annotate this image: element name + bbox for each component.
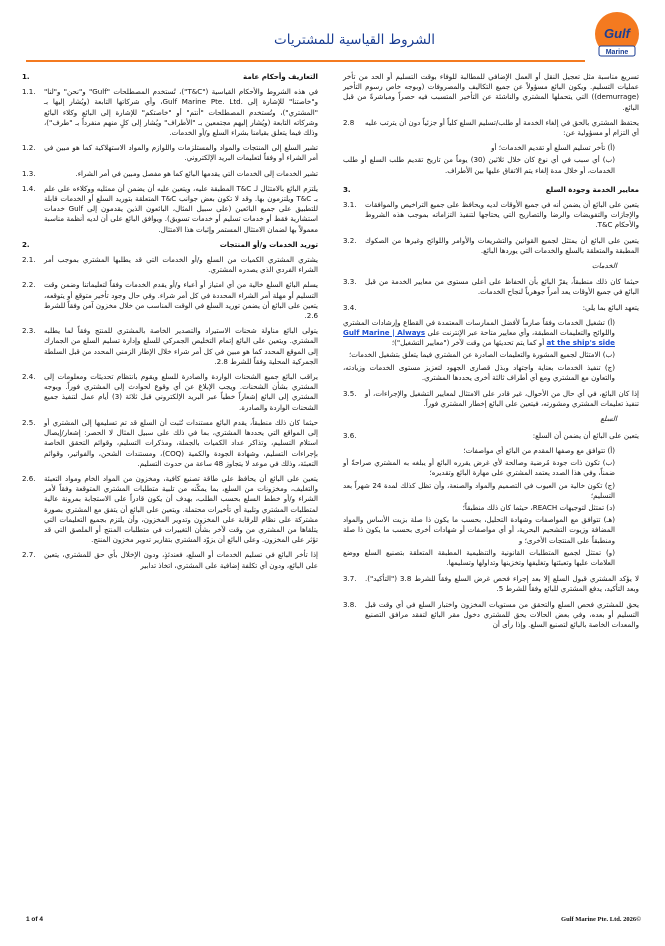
clause-3-6-e: (هـ) تتوافق مع المواصفات وشهادة التحليل، بحسب ما يكون ذا صلة بزيت الأساس والمواد المضافة وزيوت التشحيم البحرية، أو أي مواصفات أو شهادات أخرى بحسب ما يكون ذا صلة ومنطبقاً على المنتجات الأخرى؛ و	[343, 515, 615, 545]
clause-2-8-b: (ب) أي سبب في أي نوع كان خلال ثلاثين (30) يوماً من تاريخ تقديم طلب السلع أو طلب الخدمات، أو خلال مدة إلغاء يتم الاتفاق عليها بين الأطراف.	[343, 155, 615, 175]
clause-3-7: لا يؤكد المشتري قبول السلع إلا بعد إجراء فحص غرض السلع وفقاً للشرط 3.8 ("التأكيد"). وبعد التأكيد، يدفع المشتري للبائع وفقاً للشرط 5. 3.7.	[343, 574, 639, 594]
clause-2-1: يشتري المشتري الكميات من السلع و/أو الخدمات التي قد يطلبها المشتري بموجب أمر الشراء الفردي الذي يصدره المشتري. 2.1.	[22, 255, 318, 275]
gulf-marine-logo	[591, 10, 643, 62]
clause-2-5: حيثما كان ذلك منطبقاً، يقدم البائع مستندات تُثبت أن السلع قد تم تسليمها إلى المشتري أو إلى المواقع التي يحددها المشتري، بما في ذلك على سبيل المثال لا الحصر: إشعار/إيصال استلام التسليم، وتذاكر عداد الكميات بالجملة، ومذكرات التسليم، وقوائم التحقق الخاصة بإجراءات التسليم، وشهادة الجودة والكمية (COQ)، ومستندات الشحن، والفواتير، وقوائم التعبئة، وذلك في موعد لا يتجاوز 48 ساعة من حدوث التسليم. 2.5.	[22, 417, 319, 468]
clause-1-4: يلتزم البائع بالامتثال لـ T&C المطبقة عليه، ويتعين عليه أن يضمن أن ممثليه ووكلاءه على علم بـ T&C ويلتزمون بها. وقد لا تكون بعض جوانب T&C المتعلقة بتوريد السلع أو الخدمات قابلة للتطبيق على جميع البائعين (على سبيل المثال، البائعون الذين يقدمون إلى Gulf خدمات استشارية فقط أو خدمات تسليم أو خدمات تسويق). ويوافق البائع على أن لديه أنظمة مناسبة معمولاً بها لضمان الامتثال المستمر وإثبات هذا الامتثال. 1.4.	[22, 183, 319, 234]
clause-3-6-b: (ب) تكون ذات جودة مُرضية وصالحة لأي غرض يقرره البائع أو يبلغه به المشتري صراحةً أو ضمناً، وفي هذا الصدد يعتمد المشتري على مهارة البائع وتقديره؛	[343, 458, 615, 478]
copyright-notice: Gulf Marine Pte. Ltd. 2026©	[561, 916, 641, 923]
section-2-heading: توريد الخدمات و/أو المنتجات 2.	[22, 239, 318, 249]
section-3-heading: معايير الخدمة وجودة السلع 3.	[343, 184, 639, 194]
clause-3-4-b: (ب) الامتثال لجميع المشورة والتعليمات الصادرة عن المشتري فيما يتعلق بتشغيل الخدمات؛	[349, 350, 615, 360]
clause-3-4-a: (أ) تشغيل الخدمات وفقاً صارماً لأفضل الممارسات المعتمدة في القطاع وإرشادات المشتري واللوائح والتعليمات المطبقة، وأي معايير متاحة عبر الإنترنت على Gulf Marine | Always at the ship's side أو كما يتم تحديثها من وقت لآخر ("معايير التشغيل")؛	[343, 317, 615, 348]
svg-text:Marine: Marine	[605, 49, 629, 56]
page-number: 1 of 4	[26, 916, 43, 923]
section-1-heading: التعاريف وأحكام عامة 1.	[22, 72, 318, 81]
clause-2-8: يحتفظ المشتري بالحق في إلغاء الخدمة أو طلب/تسليم السلع كلياً أو جزئياً دون أن يترتب عليه أي التزام أو مسؤولية عن: 2.8	[343, 117, 639, 138]
clause-2-3: يتولى البائع مناولة شحنات الاستيراد والتصدير الخاصة بالمشتري للمنتج وفقاً لما يطلبه المشتري. ويتعين على البائع إتمام التخليص الجمركي للسلع وإدارة تسليم السلع من الجمارك إلى الموقع المحدد كما هو مبين في كل أمر شراء خلال الإطار الزمني المحدد من قبل السلطة الجمركية المحلية وفقاً للشرط 2.8. 2.3.	[22, 326, 318, 366]
clause-2-4: يراقب البائع جميع الشحنات الواردة والصادرة للسلع ويقوم بانتظام تحديثات ومعلومات إلى المشتري بشأن الشحنات. ويجب الإبلاغ عن أي وقوع لحوادث إلى المشتري فوراً. ويوجه المشتري إلى البائع إشعاراً خطياً عبر البريد الإلكتروني قبل ثلاثة (3) أيام عمل لتنفيذ جميع الشحنات الواردة والصادرة. 2.4.	[22, 372, 318, 412]
clause-3-5: إذا كان البائع، في أي حال من الأحوال، غير قادر على الامتثال لمعايير التشغيل والإجراءات، أو تنفيذ تعليمات المشتري ومشورته، فيتعين على البائع إخطار المشتري فوراً. 3.5.	[343, 389, 639, 409]
subheading-services: الخدمات	[591, 261, 617, 271]
clause-3-4: يتعهد البائع بما يلي: 3.4.	[343, 302, 639, 312]
clause-2-8-a: (أ) تأخر تسليم السلع أو تقديم الخدمات؛ أو	[491, 143, 615, 153]
clause-3-6-f: (و) تمتثل لجميع المتطلبات القانونية والتنظيمية المطبقة المتعلقة بتصنيع السلع ووضع العلامات عليها وتعبئتها وتغليفها وتخزينها وتداولها وتسليمها.	[343, 547, 615, 567]
clause-1-2: تشير السلع إلى المنتجات والمواد والمستلزمات واللوازم والمواد الاستهلاكية كما هو مبين في أمر الشراء أو وفقاً لتعليمات البريد الإلكتروني. 1.2.	[22, 143, 318, 163]
header-divider	[26, 60, 585, 62]
clause-3-8: يحق للمشتري فحص السلع والتحقق من مستويات المخزون واختبار السلع في أي وقت قبل التسليم أو بعده، وفي بعض الحالات يحق للمشتري دخول مقر البائع لتفقد مرافق التصنيع والمعدات الخاصة بالبائع لتصنيع السلع. وإذا رأى أن 3.8.	[343, 599, 639, 629]
clause-3-6: يتعين على البائع أن يضمن أن السلع: 3.6.	[343, 430, 639, 440]
clause-3-6-a: (أ) تتوافق مع وصفها المقدم من البائع أي مواصفات؛	[463, 445, 615, 455]
clause-1-3: تشير الخدمات إلى الخدمات التي يقدمها البائع كما هو مفصل ومبين في أمر الشراء. 1.3.	[22, 168, 318, 178]
svg-text:Gulf: Gulf	[604, 26, 630, 41]
clause-3-6-c: (ج) تكون خالية من العيوب في التصميم والمواد والصنعة، وأن تظل كذلك لمدة 24 شهراً بعد التسليم؛	[343, 480, 615, 500]
clause-1-1: في هذه الشروط والأحكام القياسية ("T&C")، تُستخدم المصطلحات "Gulf" و"نحن" و"لنا" و"خاصتنا" للإشارة إلى .Gulf Marine Pte. Ltd، وأي شركاتها التابعة (ويُشار إليها بـ "المشتري")، وتُستخدم المصطلحات "أنتم" أو "خاصتكم" للإشارة إلى البائع وكلاء البائع وشركاته التابعة (ويُشار إليهم مجتمعين بـ "الأطراف" ويُشار إلى كلٍ منهم منفرداً بـ "طرف")، وذلك فيما يتعلق بقيامنا بشراء السلع و/أو الخدمات. 1.1.	[22, 87, 319, 138]
clause-3-3: حيثما كان ذلك منطبقاً، يقرّ البائع بأن الحفاظ على أعلى مستوى من معايير الخدمة من قبل البائع في جميع الأوقات يعد أمراً جوهرياً لنجاح الخدمات. 3.3.	[343, 277, 639, 297]
operating-standards-link[interactable]: Gulf Marine | Always at the ship's side	[343, 328, 615, 348]
clause-2-6: يتعين على البائع أن يحافظ على طاقة تصنيع كافية، ومخزون من المواد الخام ومواد التعبئة والتغليف، ومخزونات من السلع، بما يمكّنه من تلبية متطلبات المشتري المتوقعة وفقاً لأمر الشراء و/أو خطط السلع بحسب الطلب، بهدف أن يكون قادراً على الاستجابة بمرونة عالية لمتطلبات المشتري وتلبية أي تأخيرات محتملة. ويتعين على البائع أن يتفق مع المشتري بصورة مشتركة على نظام للرقابة على المخزون وتدوير المخزون، وأن يلتزم بجميع التعليمات التي يتلقاها من المشتري من وقت لآخر بشأن التغييرات في متطلبات المنتج أو الملصق التي قد تؤثر على المخزون. وعلى البائع أن يزوّد المشتري بتقارير تدوير مخزون المنتج. 2.6.	[22, 473, 318, 545]
document-title: الشروط القياسية للمشتريات	[274, 32, 435, 48]
clause-2-7-continued: تسريع مناسبة مثل تعجيل النقل أو العمل الإضافي للمطالبة للوفاء بوقت التسليم أو الحد من تأخر عمليات التسليم. ويكون البائع مسؤولاً عن جميع التكاليف والمصروفات (وبوجه خاص رسوم التأخير (demurrage)) التي يتحملها المشتري والناشئة عن التأخير المتسبب فيه حصراً ومباشرةً من قبل البائع.	[343, 72, 639, 112]
clause-3-4-c: (ج) تنفيذ الخدمات بعناية واجتهاد وبذل قصارى الجهود لتعزيز مستوى الخدمات وزيادته، والتعاون مع المشتري ومع أي أطراف ثالثة أخرى يحددها المشتري.	[343, 362, 615, 382]
clause-2-7: إذا تأخر البائع في تسليم الخدمات أو السلع، فعندئذٍ، ودون الإخلال بأي حق للمشتري، يتعين على البائع، ودون أي تكلفة إضافية على المشتري، اتخاذ تدابير 2.7.	[22, 550, 318, 570]
clause-3-1: يتعين على البائع أن يضمن أنه في جميع الأوقات لديه ويحافظ على جميع التراخيص والموافقات والإجازات والتفويضات والرضا والتصاريح التي يحتاجها لتنفيذ التزاماته بموجب هذه الشروط والأحكام T&C. 3.1.	[343, 200, 639, 230]
clause-3-6-d: (د) تمتثل لتوجيهات REACH، حيثما كان ذلك منطبقاً؛	[462, 502, 615, 512]
subheading-goods: السلع	[600, 414, 617, 424]
clause-3-2: يتعين على البائع أن يمتثل لجميع القوانين والتشريعات والأوامر واللوائح وغيرها من الصكوك المطبقة والمتعلقة بالسلع والخدمات التي يوردها البائع. 3.2.	[343, 235, 639, 255]
left-column	[22, 72, 318, 576]
clause-2-2: يسلم البائع السلع خالية من أي امتياز أو أعباء و/أو يقدم الخدمات وفقاً لتعليماتنا وضمن وقت التسليم أو مهلة أمر الشراء المحددة في كل أمر شراء. وفي حال وجود تأخير متوقع أو يتوقعه، يتعين على البائع أن يضمن توريد السلع في الوقت المناسب من خلال مخزون آمن وفقاً للشرط 2.6. 2.2.	[22, 280, 318, 321]
right-column	[343, 72, 639, 635]
